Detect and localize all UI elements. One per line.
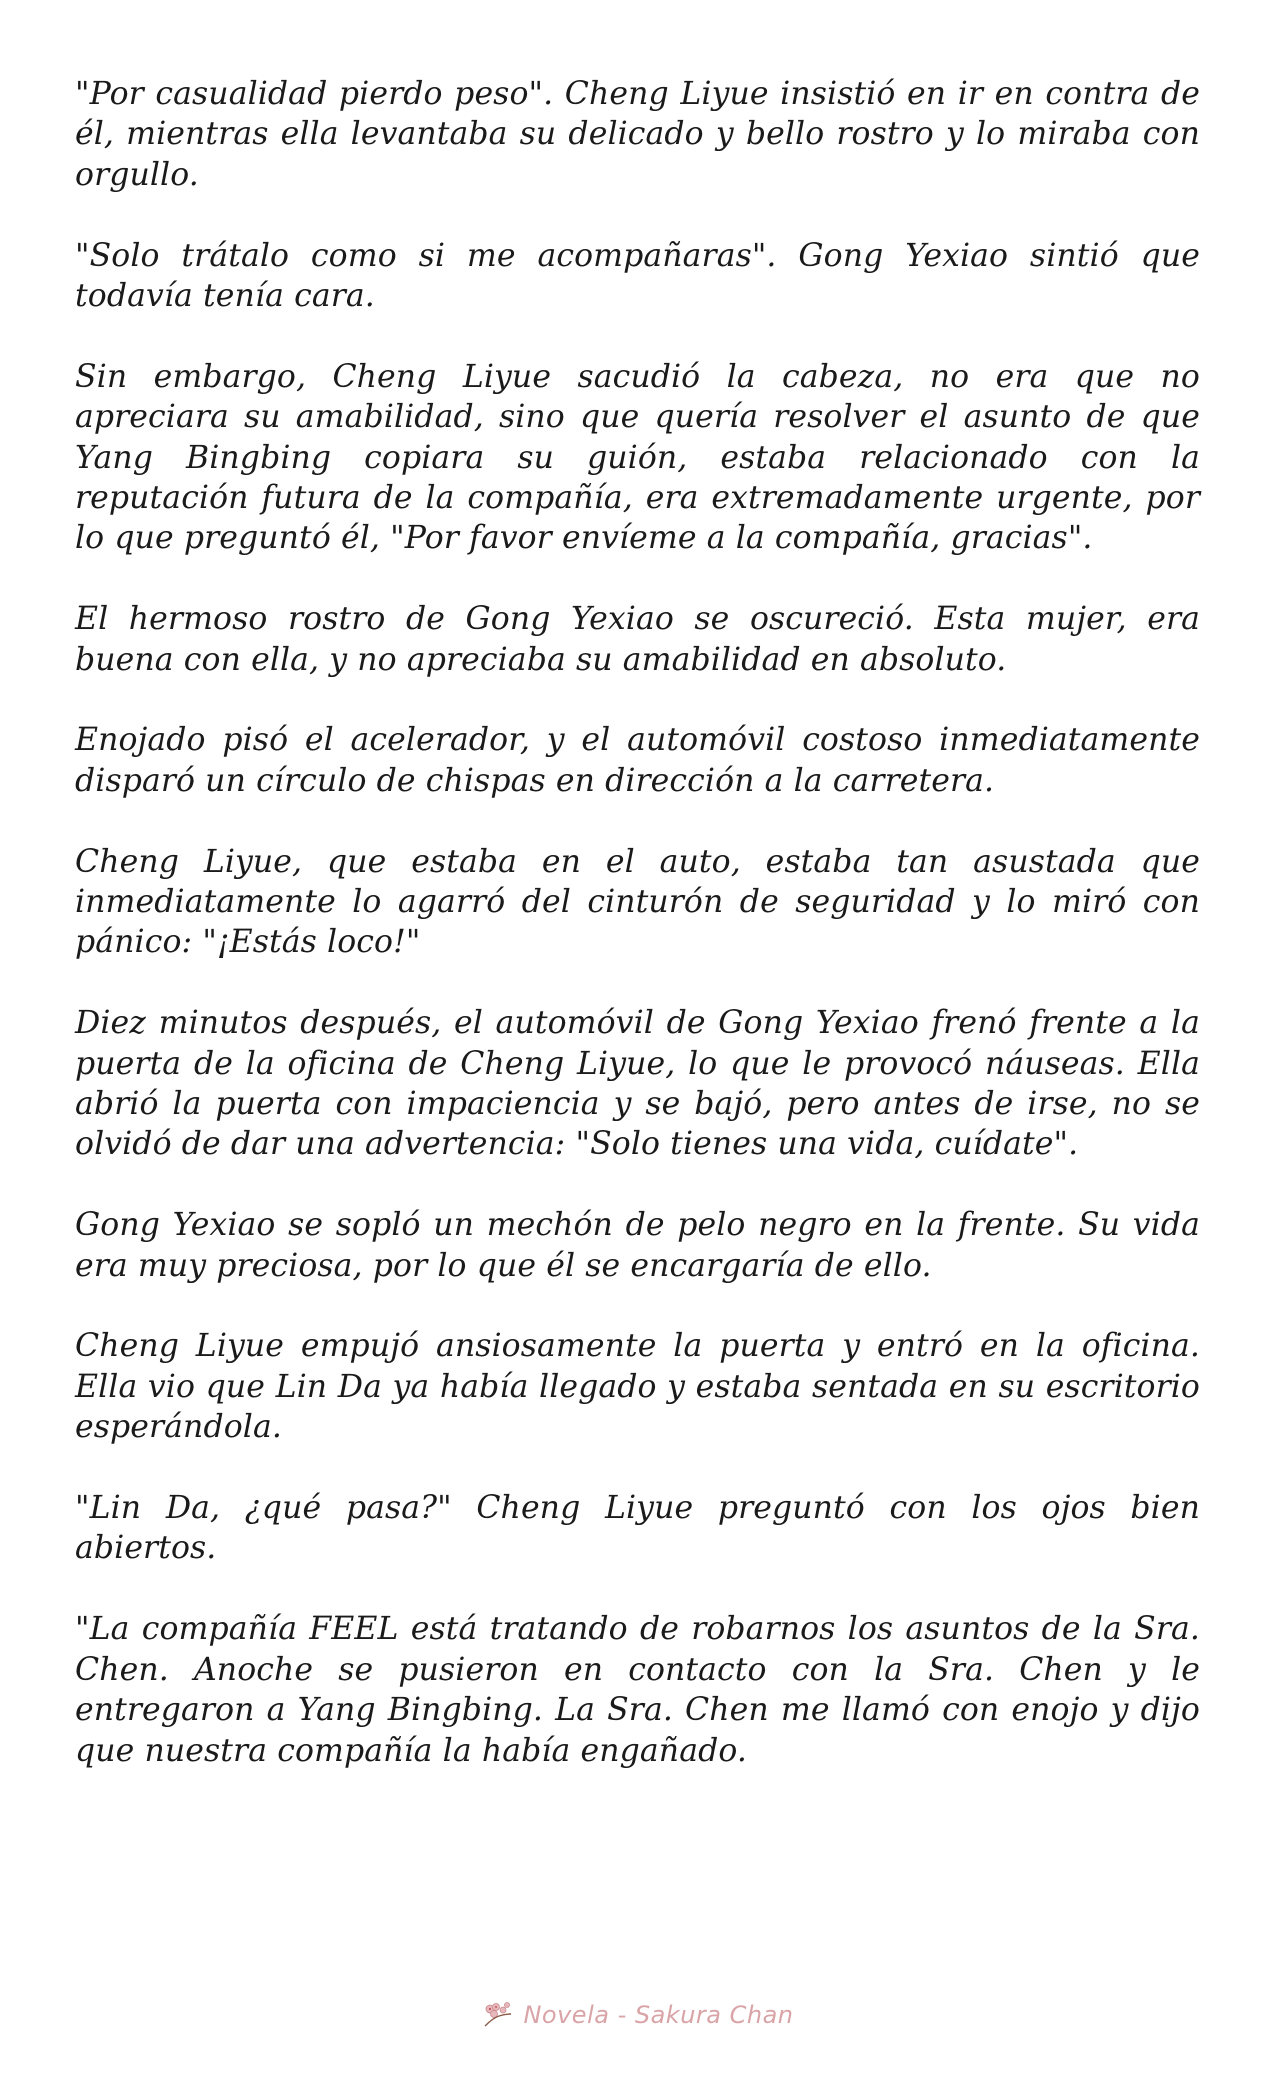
paragraph-3: Sin embargo, Cheng Liyue sacudió la cabeza, no era que no apreciara su amabilidad, sino que quería resolver el asunto de que Yang Bingbing copiara su guión, estaba relacionado con la reputación futura de la compañía, era extremadamente urgente, por lo que preguntó él, "Por favor envíeme a la compañía, gracias".	[75, 358, 1200, 557]
paragraph-11: "La compañía FEEL está tratando de robarnos los asuntos de la Sra. Chen. Anoche se pusieron en contacto con la Sra. Chen y le entregaron a Yang Bingbing. La Sra. Chen me llamó con enojo y dijo que nuestra compañía la había engañado.	[75, 1611, 1200, 1769]
paragraph-4: El hermoso rostro de Gong Yexiao se oscureció. Esta mujer, era buena con ella, y no apreciaba su amabilidad en absoluto.	[75, 601, 1200, 678]
paragraph-10: "Lin Da, ¿qué pasa?" Cheng Liyue preguntó con los ojos bien abiertos.	[75, 1490, 1200, 1567]
paragraph-8: Gong Yexiao se sopló un mechón de pelo negro en la frente. Su vida era muy preciosa, por lo que él se encargaría de ello.	[75, 1207, 1200, 1284]
paragraph-1: "Por casualidad pierdo peso". Cheng Liyue insistió en ir en contra de él, mientras ella levantaba su delicado y bello rostro y lo miraba con orgullo.	[75, 76, 1200, 193]
watermark-footer	[0, 1995, 1275, 2035]
paragraph-9: Cheng Liyue empujó ansiosamente la puerta y entró en la oficina. Ella vio que Lin Da ya había llegado y estaba sentada en su escritorio esperándola.	[75, 1328, 1200, 1446]
paragraph-2: "Solo trátalo como si me acompañaras". Gong Yexiao sintió que todavía tenía cara.	[75, 237, 1200, 315]
paragraph-6: Cheng Liyue, que estaba en el auto, estaba tan asustada que inmediatamente lo agarró del cinturón de seguridad y lo miró con pánico: "¡Estás loco!"	[75, 843, 1200, 961]
paragraph-7: Diez minutos después, el automóvil de Gong Yexiao frenó frente a la puerta de la oficina de Cheng Liyue, lo que le provocó náuseas. Ella abrió la puerta con impaciencia y se bajó, pero antes de irse, no se olvidó de dar una advertencia: "Solo tienes una vida, cuídate".	[75, 1005, 1200, 1163]
watermark-text: Novela - Sakura Chan	[523, 2001, 794, 2029]
story-text	[75, 74, 1200, 1811]
paragraph-5: Enojado pisó el acelerador, y el automóvil costoso inmediatamente disparó un círculo de chispas en dirección a la carretera.	[75, 722, 1200, 799]
sakura-flower-icon	[481, 2000, 515, 2030]
